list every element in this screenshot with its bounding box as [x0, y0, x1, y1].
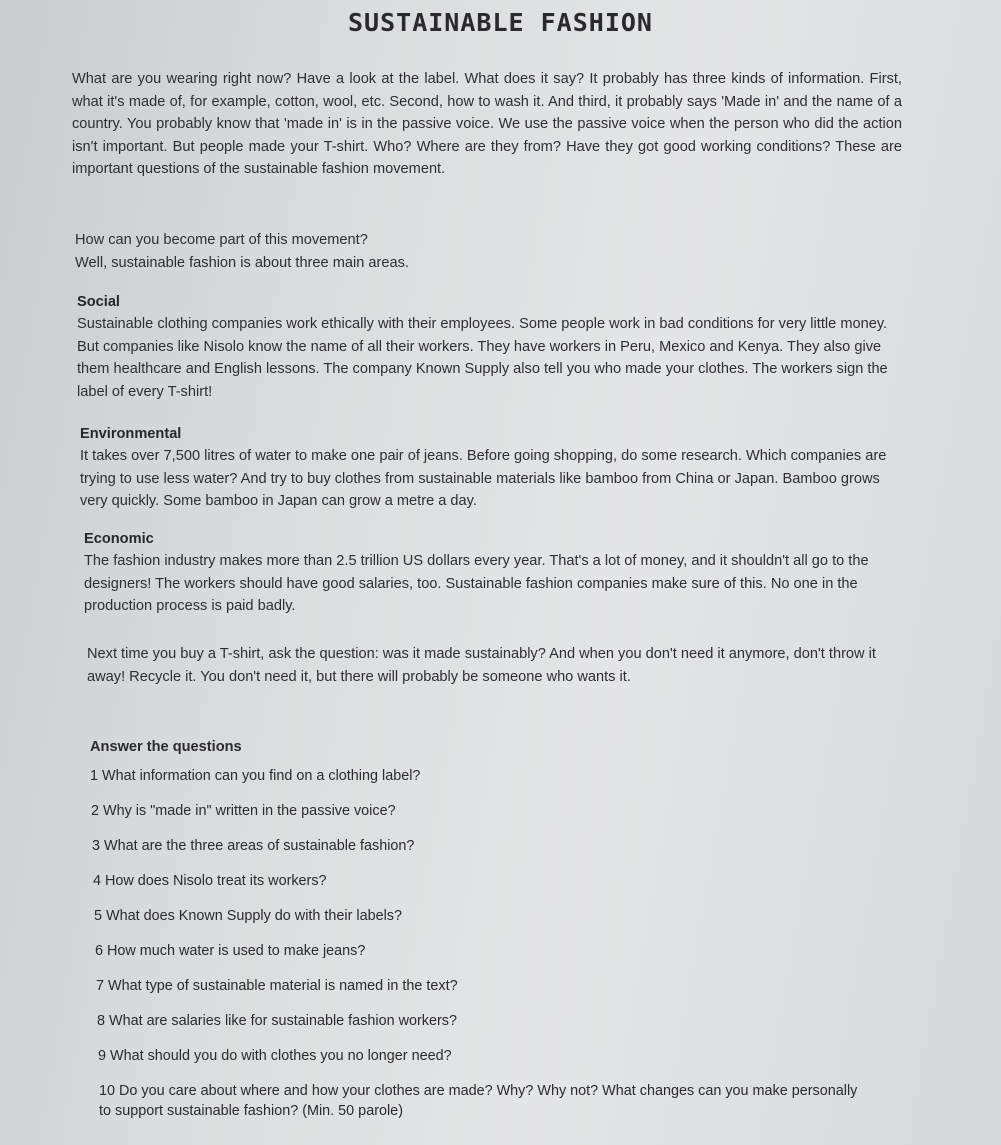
question-number: 9 — [98, 1048, 107, 1064]
question-number: 5 — [94, 908, 103, 924]
question-number: 7 — [96, 978, 105, 994]
section-environmental — [80, 423, 895, 513]
question-text: How does Nisolo treat its workers? — [105, 873, 327, 889]
question-text: What are the three areas of sustainable fashion? — [104, 838, 415, 854]
question-item — [97, 1011, 880, 1046]
question-text: What does Known Supply do with their labels? — [106, 908, 402, 924]
page-title: SUSTAINABLE FASHION — [348, 8, 653, 37]
question-text: What are salaries like for sustainable fashion workers? — [109, 1013, 457, 1029]
section-economic — [84, 528, 899, 618]
section-text: Sustainable clothing companies work ethically with their employees. Some people work in bad conditions for very little money. But companies like Nisolo know the name of all their workers. They have workers in Peru, Mexico and Kenya. They also give them healthcare and English lessons. The company Known Supply also tell you who made your clothes. The workers sign the label of every T-shirt! — [77, 316, 888, 400]
question-number: 6 — [95, 943, 104, 959]
question-number: 8 — [97, 1013, 106, 1029]
question-item — [99, 1081, 859, 1121]
question-item — [98, 1046, 880, 1081]
questions-list — [90, 766, 880, 1121]
question-text: Why is "made in" written in the passive voice? — [103, 803, 396, 819]
question-text: Do you care about where and how your clothes are made? Why? Why not? What changes can you make personally to support sustainable fashion? (Min. 50 parole) — [99, 1083, 858, 1119]
question-item — [94, 906, 880, 941]
closing-paragraph: Next time you buy a T-shirt, ask the question: was it made sustainably? And when you don't need it anymore, don't throw it away! Recycle it. You don't need it, but there will probably be someone who wants it. — [87, 646, 876, 685]
intro-paragraph: What are you wearing right now? Have a look at the label. What does it say? It probably has three kinds of information. First, what it's made of, for example, cotton, wool, etc. Second, how to wash it. And third, it probably says 'Made in' and the name of a country. You probably know that 'made in' is in the passive voice. We use the passive voice when the person who did the action isn't important. But people made your T-shirt. Who? Where are they from? Have they got good working conditions? These are important questions of the sustainable fashion movement. — [72, 71, 902, 177]
question-number: 10 — [99, 1083, 116, 1099]
movement-answer: Well, sustainable fashion is about three main areas. — [75, 254, 409, 271]
questions-section — [90, 737, 880, 1121]
section-text: The fashion industry makes more than 2.5 trillion US dollars every year. That's a lot of money, and it shouldn't all go to the designers! The workers should have good salaries, too. Sustainable fashion companies make sure of this. No one in the production process is paid badly. — [84, 553, 869, 614]
section-social — [77, 291, 892, 403]
section-heading: Environmental — [80, 426, 182, 442]
questions-heading: Answer the questions — [90, 739, 242, 755]
question-item — [91, 801, 880, 836]
question-text: How much water is used to make jeans? — [107, 943, 366, 959]
question-item — [92, 836, 880, 871]
question-number: 3 — [92, 838, 101, 854]
question-number: 2 — [91, 803, 100, 819]
section-text: It takes over 7,500 litres of water to make one pair of jeans. Before going shopping, do some research. Which companies are trying to use less water? And try to buy clothes from sustainable materials like bamboo from China or Japan. Bamboo grows very quickly. Some bamboo in Japan can grow a metre a day. — [80, 448, 887, 509]
question-text: What should you do with clothes you no longer need? — [110, 1048, 452, 1064]
section-heading: Social — [77, 294, 120, 310]
question-number: 1 — [90, 768, 99, 784]
question-text: What information can you find on a clothing label? — [102, 768, 421, 784]
question-text: What type of sustainable material is named in the text? — [108, 978, 458, 994]
movement-question: How can you become part of this movement? — [75, 232, 368, 248]
movement-intro — [75, 229, 895, 274]
question-item — [96, 976, 880, 1011]
question-item — [90, 766, 880, 801]
question-number: 4 — [93, 873, 102, 889]
question-item — [95, 941, 880, 976]
question-item — [93, 871, 880, 906]
section-heading: Economic — [84, 531, 154, 547]
